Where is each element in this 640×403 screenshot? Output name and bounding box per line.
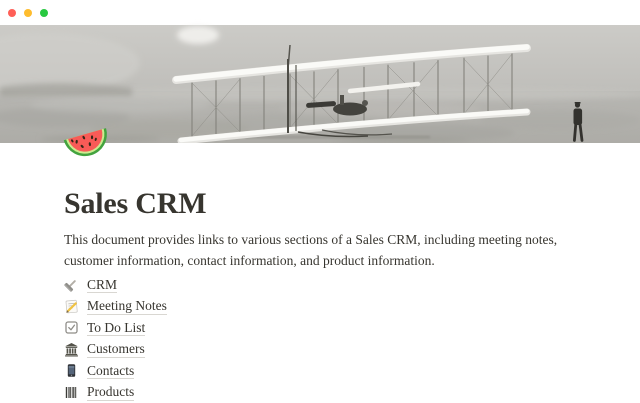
link-label: Meeting Notes bbox=[87, 298, 167, 315]
link-contacts[interactable] bbox=[64, 360, 584, 382]
mobile-phone-icon bbox=[64, 363, 79, 378]
zoom-button[interactable] bbox=[40, 9, 48, 17]
page-title: Sales CRM bbox=[64, 187, 206, 221]
page-content bbox=[0, 143, 640, 400]
link-label: To Do List bbox=[87, 320, 145, 337]
link-label: Products bbox=[87, 384, 134, 401]
link-customers[interactable] bbox=[64, 339, 584, 361]
close-button[interactable] bbox=[8, 9, 16, 17]
link-products[interactable] bbox=[64, 382, 584, 403]
watermelon-icon[interactable] bbox=[61, 112, 111, 162]
page-links bbox=[64, 274, 584, 391]
link-meeting-notes[interactable] bbox=[64, 296, 584, 318]
checkbox-icon bbox=[64, 320, 79, 335]
barcode-icon bbox=[64, 385, 79, 400]
link-label: Customers bbox=[87, 341, 145, 358]
memo-icon bbox=[64, 299, 79, 314]
minimize-button[interactable] bbox=[24, 9, 32, 17]
classical-building-icon bbox=[64, 342, 79, 357]
hammer-icon bbox=[64, 277, 79, 292]
link-crm[interactable] bbox=[64, 274, 584, 296]
link-label: Contacts bbox=[87, 363, 134, 380]
link-to-do-list[interactable] bbox=[64, 317, 584, 339]
page-description: This document provides links to various sections of a Sales CRM, including meeting notes, customer information, contact information, and product information. bbox=[64, 229, 584, 271]
window-titlebar bbox=[0, 0, 640, 25]
link-label: CRM bbox=[87, 277, 117, 294]
